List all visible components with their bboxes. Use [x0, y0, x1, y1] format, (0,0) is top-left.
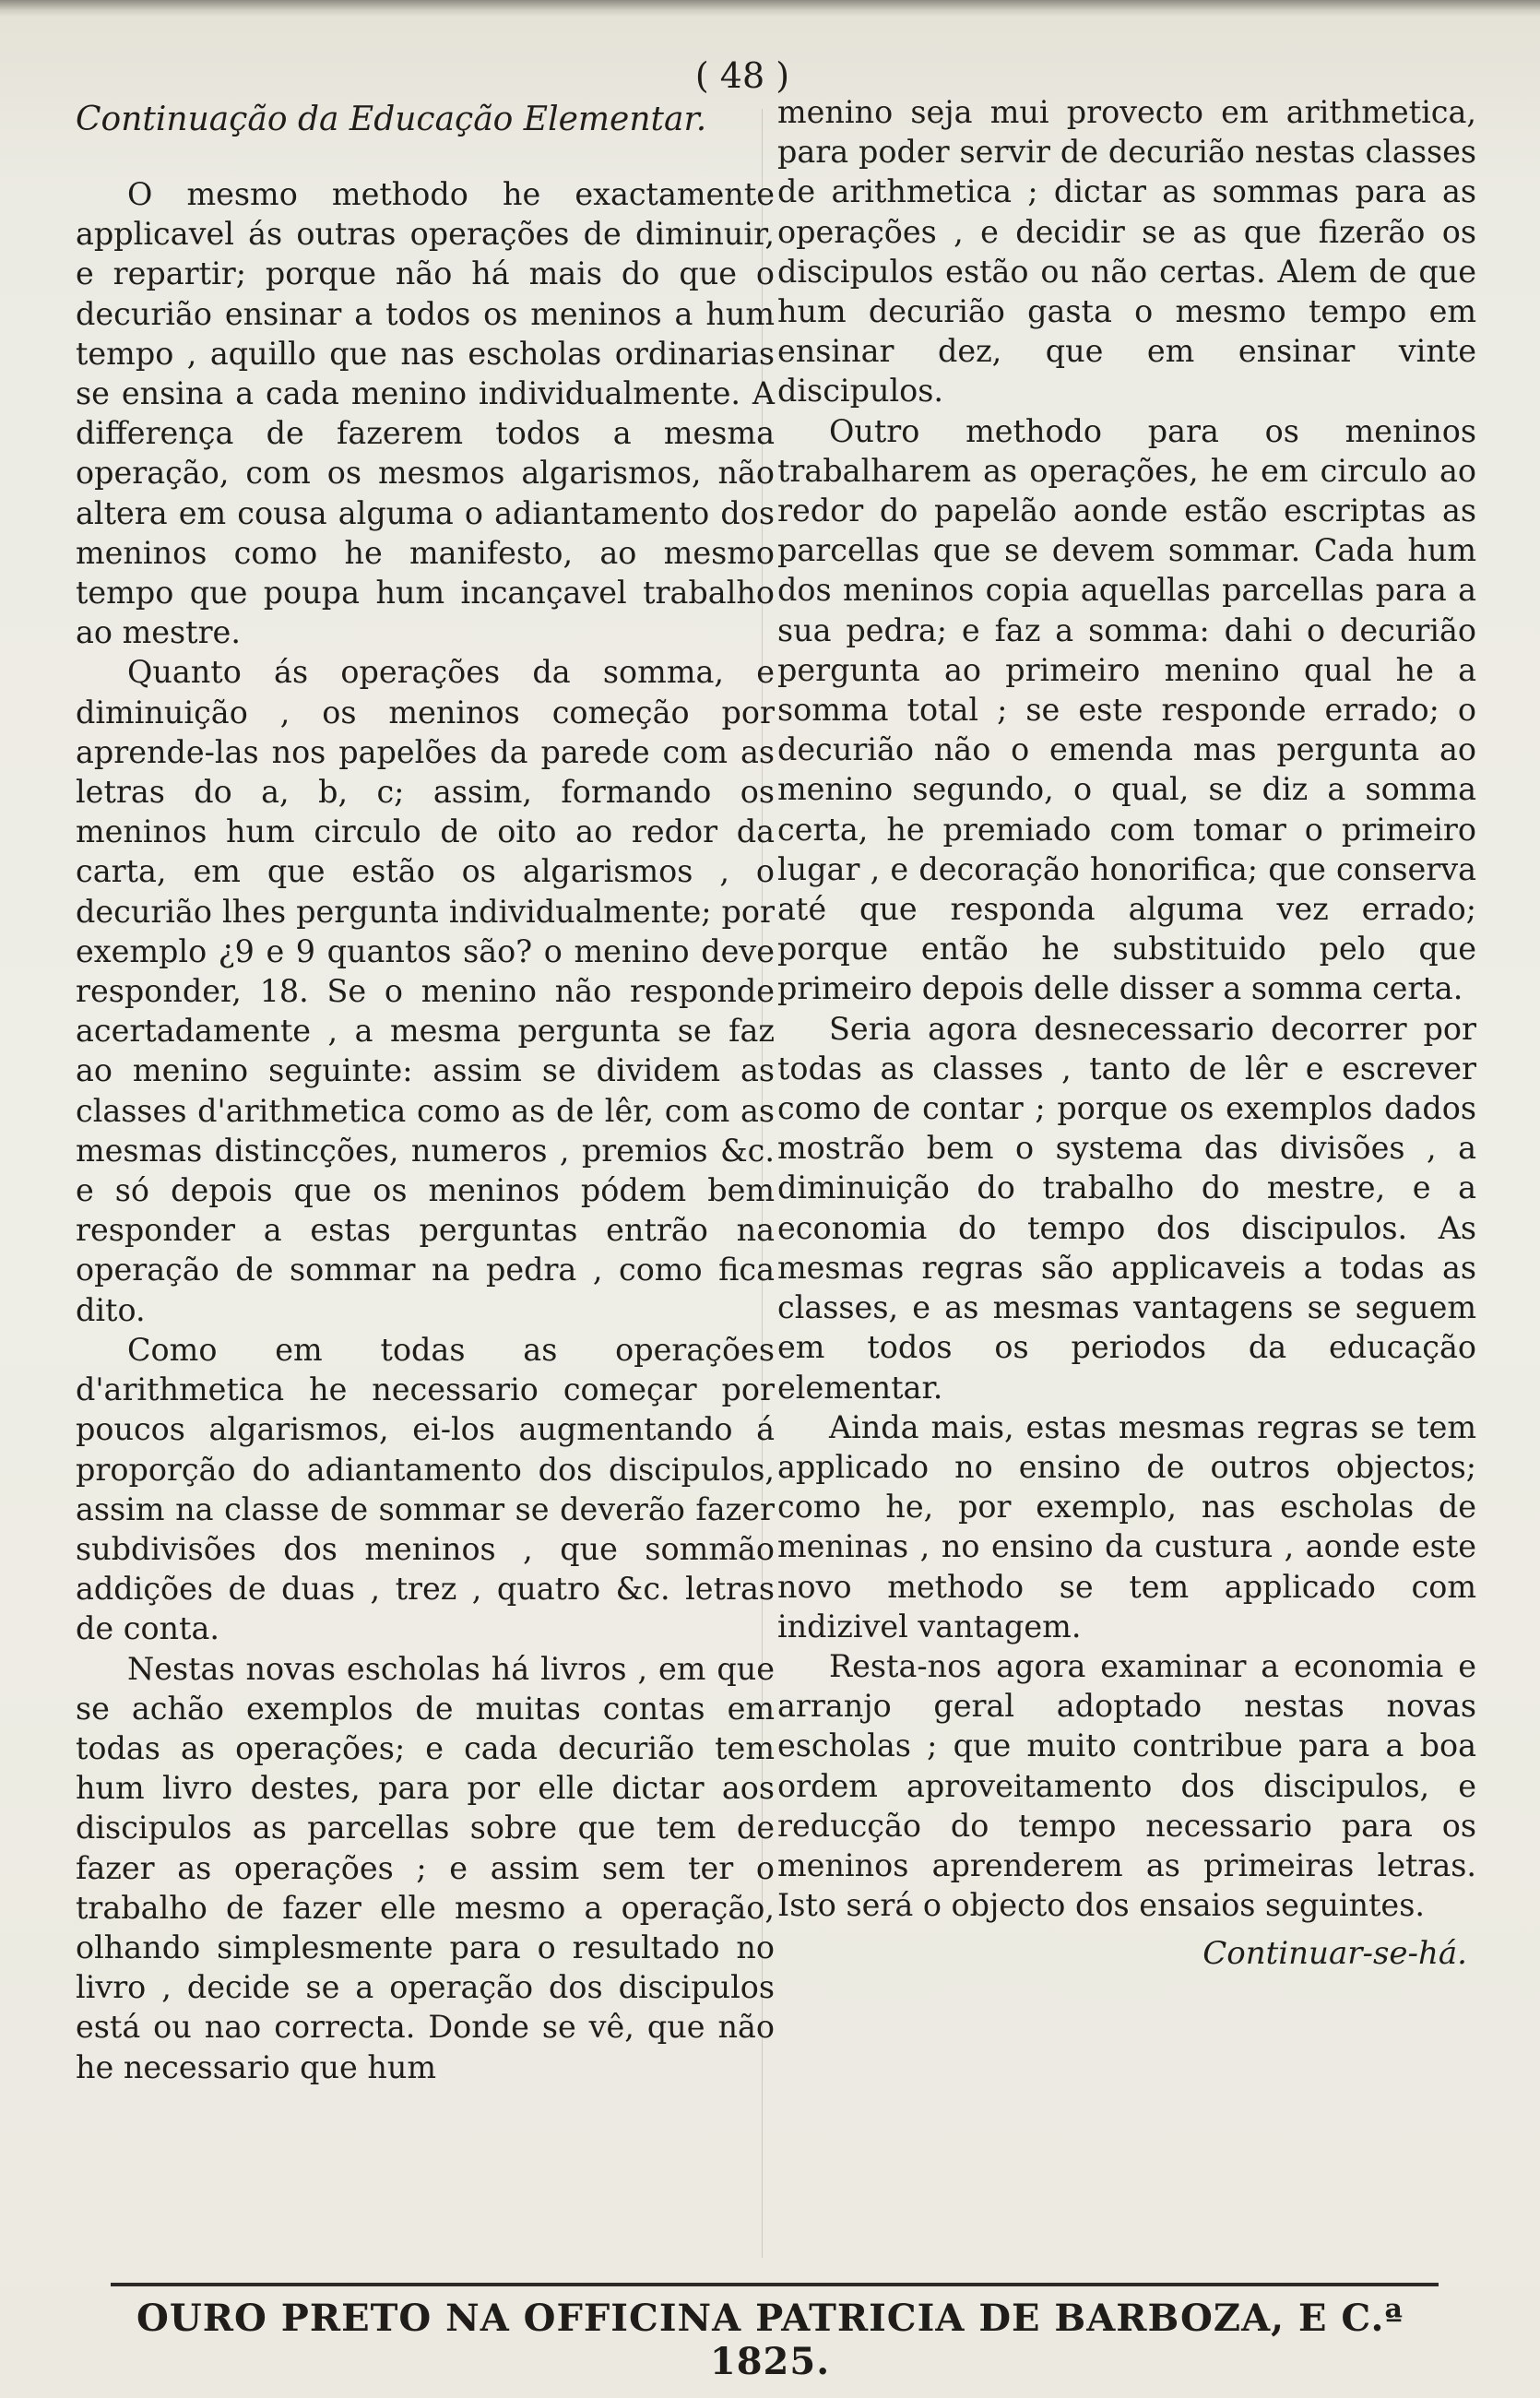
footer-rule	[111, 2283, 1439, 2286]
page-edge-shadow	[0, 0, 1540, 17]
paragraph: Como em todas as operações d'arithmetica he necessario começar por poucos algarismos, ei-los augmentando á proporção do adiantamento dos discipulos, assim na classe de sommar se deverão fazer subdivisões dos meninos , que sommão addições de duas , trez , quatro &c. letras de conta.	[76, 1331, 775, 1647]
continued-note: Continuar-se-há.	[1202, 1935, 1467, 1973]
paragraph: Seria agora desnecessario decorrer por todas as classes , tanto de lêr e escrever como de contar ; porque os exemplos dados mostrão bem o systema das divisões , a diminuição do trabalho do mestre, e a economia do tempo dos discipulos. As mesmas regras são applicaveis a todas as classes, e as mesmas vantagens se seguem em todos os periodos da educação elementar.	[777, 1010, 1476, 1406]
paragraph: Resta-nos agora examinar a economia e arranjo geral adoptado nestas novas escholas ; que muito contribue para a boa ordem aproveitamento dos discipulos, e reducção do tempo necessario para os meninos aprenderem as primeiras letras. Isto será o objecto dos ensaios seguintes.	[777, 1647, 1476, 1924]
left-column	[76, 100, 775, 2087]
page-number: ( 48 )	[694, 55, 790, 96]
paragraph: Quanto ás operações da somma, e diminuição , os meninos começão por aprende-las nos papelões da parede com as letras do a, b, c; assim, formando os meninos hum circulo de oito ao redor da carta, em que estão os algarismos , o decurião lhes pergunta individualmente; por exemplo ¿9 e 9 quantos são? o menino deve responder, 18. Se o menino não responde acertadamente , a mesma pergunta se faz ao menino seguinte: assim se dividem as classes d'arithmetica como as de lêr, com as mesmas distincções, numeros , premios &c. e só depois que os meninos pódem bem responder a estas perguntas entrão na operação de sommar na pedra , como fica dito.	[76, 654, 775, 1328]
right-column	[777, 92, 1476, 1975]
paragraph: Ainda mais, estas mesmas regras se tem applicado no ensino de outros objectos; como he, por exemplo, nas escholas de meninas , no ensino da custura , aonde este novo methodo se tem applicado com indizivel vantagem.	[777, 1408, 1476, 1644]
paragraph-continuation: menino seja mui provecto em arithmetica, para poder servir de decurião nestas classes de arithmetica ; dictar as sommas para as operações , e decidir se as que fizerão os discipulos estão ou não certas. Alem de que hum decurião gasta o mesmo tempo em ensinar dez, que em ensinar vinte discipulos.	[777, 94, 1476, 410]
paragraph: Outro methodo para os meninos trabalharem as operações, he em circulo ao redor do papelão aonde estão escriptas as parcellas que se devem sommar. Cada hum dos meninos copia aquellas parcellas para a sua pedra; e faz a somma: dahi o decurião pergunta ao primeiro menino qual he a somma total ; se este responde errado; o decurião não o emenda mas pergunta ao menino segundo, o qual, se diz a somma certa, he premiado com tomar o primeiro lugar , e decoração honorifica; que conserva até que responda alguma vez errado; porque então he substituido pelo que primeiro depois delle disser a somma certa.	[777, 412, 1476, 1007]
section-title: Continuação da Educação Elementar.	[76, 101, 707, 138]
paragraph: O mesmo methodo he exactamente applicavel ás outras operações de diminuir, e repartir; porque não há mais do que o decurião ensinar a todos os meninos a hum tempo , aquillo que nas escholas ordinarias se ensina a cada menino individualmente. A differença de fazerem todos a mesma operação, com os mesmos algarismos, não altera em cousa alguma o adiantamento dos meninos como he manifesto, ao mesmo tempo que poupa hum incançavel trabalho ao mestre.	[76, 176, 775, 651]
paragraph: Nestas novas escholas há livros , em que se achão exemplos de muitas contas em todas as operações; e cada decurião tem hum livro destes, para por elle dictar aos discipulos as parcellas sobre que tem de fazer as operações ; e assim sem ter o trabalho de fazer elle mesmo a operação, olhando simplesmente para o resultado no livro , decide se a operação dos discipulos está ou nao correcta. Donde se vê, que não he necessario que hum	[76, 1650, 775, 2085]
printer-imprint: OURO PRETO NA OFFICINA PATRICIA DE BARBOZA, E C.ª 1825.	[136, 2297, 1404, 2383]
